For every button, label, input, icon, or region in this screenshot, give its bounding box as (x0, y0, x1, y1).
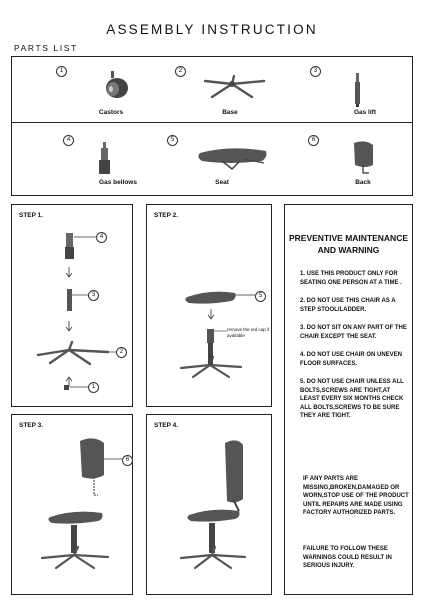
callout-6: 6 (122, 455, 133, 466)
part-number: 3 (310, 66, 321, 77)
maintenance-item: 3. DO NOT SIT ON ANY PART OF THE CHAIR EXCEPT THE SEAT. (300, 325, 407, 340)
part-castors (56, 66, 166, 126)
step-2-panel (146, 204, 272, 407)
step-title: STEP 3. (19, 422, 44, 429)
part-base (175, 66, 285, 126)
part-number: 5 (167, 135, 178, 146)
gas-bellows-illustration (78, 139, 168, 177)
step-4-diagram (147, 415, 273, 596)
part-label: Gas bellows (99, 179, 137, 186)
step-1-diagram (12, 205, 134, 408)
back-illustration (323, 139, 413, 177)
step-1-panel (11, 204, 133, 407)
part-label: Gas lift (353, 109, 377, 116)
callout-5: 5 (255, 291, 266, 302)
part-number: 1 (56, 66, 67, 77)
maintenance-item: 1. USE THIS PRODUCT ONLY FOR SEATING ONE PERSON AT A TIME . (300, 271, 402, 286)
callout-4: 4 (96, 232, 107, 243)
step-title: STEP 2. (154, 212, 179, 219)
maintenance-item: 4. DO NOT USE CHAIR ON UNEVEN FLOOR SURFACES. (300, 352, 403, 367)
parts-list-heading: PARTS LIST (14, 43, 78, 53)
callout-3: 3 (88, 290, 99, 301)
base-illustration (190, 70, 280, 108)
maintenance-item: 5. DO NOT USE CHAIR UNLESS ALL BOLTS,SCREWS ARE TIGHT,AT LEAST EVERY SIX MONTHS CHECK ALL BOLTS,SCREWS TO BE SURE THEY ARE TIGHT. (300, 379, 404, 419)
part-number: 4 (63, 135, 74, 146)
gas-lift-illustration (325, 70, 415, 108)
part-gas-bellows (63, 135, 173, 195)
step-title: STEP 1. (19, 212, 44, 219)
part-label: Back (355, 179, 371, 186)
part-label: Castors (98, 109, 124, 116)
step-3-panel (11, 414, 133, 595)
step-3-diagram (12, 415, 134, 596)
part-back (308, 135, 418, 195)
step-title: STEP 4. (154, 422, 179, 429)
part-label: Base (222, 109, 238, 116)
part-number: 2 (175, 66, 186, 77)
failure-warning: FAILURE TO FOLLOW THESE WARNINGS COULD RESULT IN SERIOUS INJURY. (303, 546, 392, 569)
part-gas-lift (310, 66, 420, 126)
missing-parts-note: IF ANY PARTS ARE MISSING,BROKEN,DAMAGED OR WORN,STOP USE OF THE PRODUCT UNTIL REPAIRS ARE MADE USING FACTORY AUTHORIZED PARTS. (303, 476, 409, 516)
seat-illustration (182, 139, 272, 177)
maintenance-list (300, 270, 410, 431)
maintenance-item: 2. DO NOT USE THIS CHAIR AS A STEP STOOL/LADDER. (300, 298, 396, 313)
step-2-diagram (147, 205, 273, 408)
maintenance-title: PREVENTIVE MAINTENANCE AND WARNING (288, 233, 408, 255)
parts-list-box (11, 56, 413, 196)
callout-2: 2 (116, 347, 127, 358)
part-seat (167, 135, 277, 195)
red-cap-note: remove the red cap if available (227, 327, 270, 338)
callout-1: 1 (88, 382, 99, 393)
document-title: ASSEMBLY INSTRUCTION (106, 22, 318, 37)
maintenance-panel (284, 204, 413, 595)
step-4-panel (146, 414, 272, 595)
part-number: 6 (308, 135, 319, 146)
castor-illustration (71, 70, 161, 108)
part-label: Seat (215, 179, 229, 186)
